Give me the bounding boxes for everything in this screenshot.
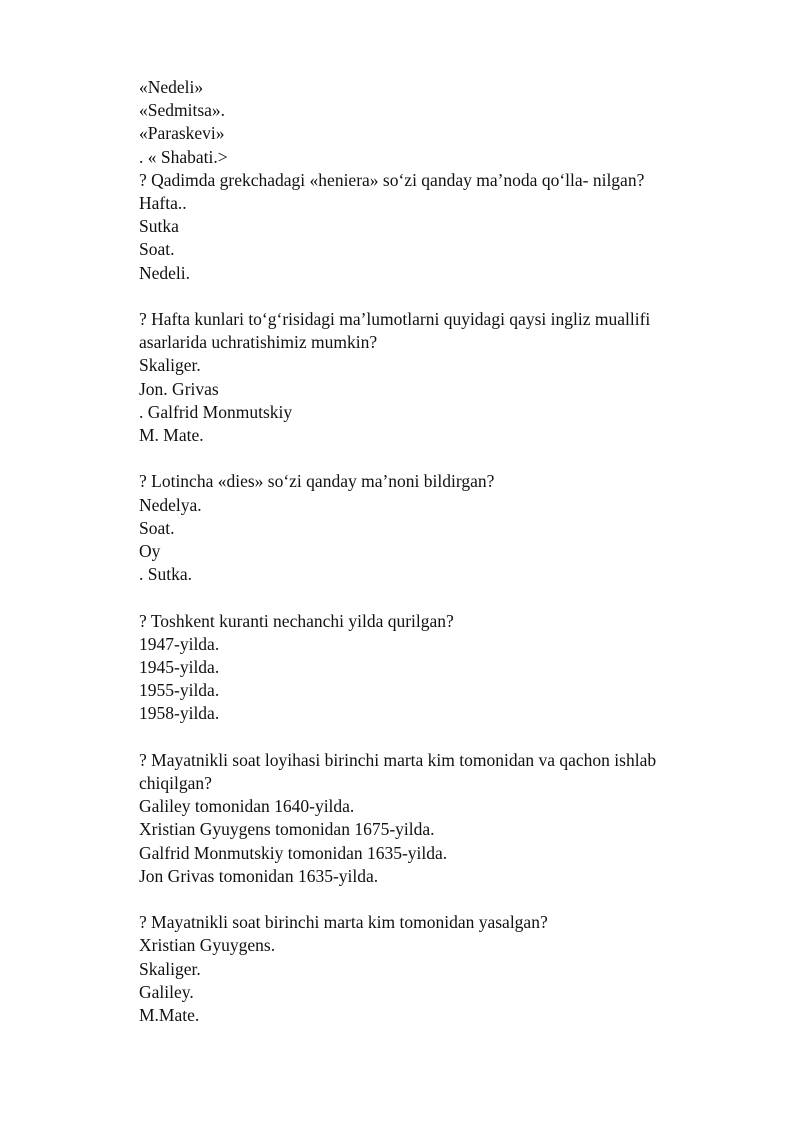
question-block: [139, 610, 719, 726]
option-line: 1958-yilda.: [139, 703, 220, 724]
question-block: [139, 308, 719, 447]
question-text: ? Hafta kunlari to‘g‘risidagi ma’lumotlarni quyidagi qaysi ingliz muallifi: [139, 309, 651, 330]
intro-options-block: [139, 76, 719, 285]
option-line: . « Shabati.>: [139, 146, 228, 167]
option-line: «Nedeli»: [139, 77, 204, 97]
option-line: . Sutka.: [139, 564, 192, 585]
question-text: ? Mayatnikli soat birinchi marta kim tomonidan yasalgan?: [139, 912, 548, 933]
question-text: asarlarida uchratishimiz mumkin?: [139, 332, 378, 353]
option-line: Nedeli.: [139, 262, 191, 283]
option-line: Jon. Grivas: [139, 378, 219, 399]
option-line: 1955-yilda.: [139, 680, 220, 701]
question-block: [139, 470, 719, 586]
option-line: Xristian Gyuygens.: [139, 935, 276, 956]
option-line: 1945-yilda.: [139, 657, 220, 678]
option-line: Jon Grivas tomonidan 1635-yilda.: [139, 865, 379, 886]
question-text: ? Mayatnikli soat loyihasi birinchi marta kim tomonidan va qachon ishlab: [139, 749, 657, 770]
option-line: «Paraskevi»: [139, 123, 225, 144]
option-line: Soat.: [139, 517, 175, 538]
option-line: Galiley tomonidan 1640-yilda.: [139, 796, 355, 817]
option-line: Hafta..: [139, 193, 187, 214]
option-line: 1947-yilda.: [139, 633, 220, 654]
option-line: M.Mate.: [139, 1005, 200, 1026]
document-page: [139, 76, 719, 1027]
option-line: . Galfrid Monmutskiy: [139, 401, 293, 422]
option-line: Galiley.: [139, 981, 194, 1002]
option-line: Skaliger.: [139, 958, 201, 979]
option-line: Xristian Gyuygens tomonidan 1675-yilda.: [139, 819, 435, 840]
option-line: Skaliger.: [139, 355, 201, 376]
option-line: Soat.: [139, 239, 175, 260]
option-line: «Sedmitsa».: [139, 100, 226, 121]
option-line: Sutka: [139, 216, 179, 237]
option-line: Nedelya.: [139, 494, 202, 515]
question-text: ? Toshkent kuranti nechanchi yilda qurilgan?: [139, 610, 454, 631]
option-line: M. Mate.: [139, 425, 204, 446]
option-line: Galfrid Monmutskiy tomonidan 1635-yilda.: [139, 842, 448, 863]
option-line: Oy: [139, 541, 161, 562]
question-text: ? Qadimda grekchadagi «heniera» so‘zi qanday ma’noda qo‘lla- nilgan?: [139, 169, 645, 190]
question-text: ? Lotincha «dies» so‘zi qanday ma’noni bildirgan?: [139, 471, 495, 492]
question-block: [139, 911, 719, 1027]
question-block: [139, 749, 719, 888]
question-text: chiqilgan?: [139, 773, 212, 794]
